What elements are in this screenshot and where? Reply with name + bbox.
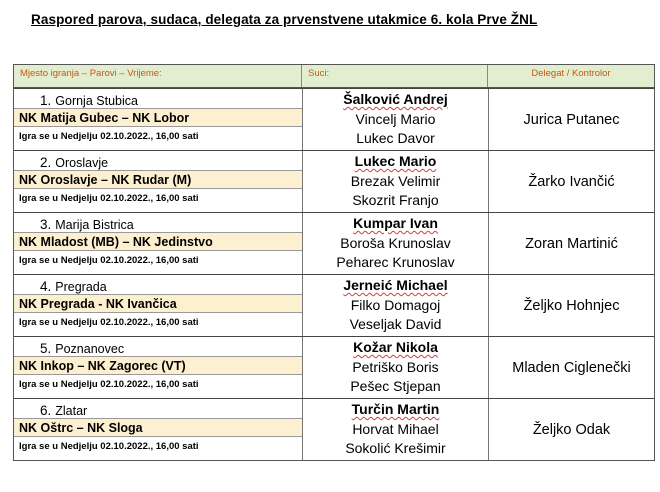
- delegate-cell: [489, 151, 654, 212]
- location-name: Pregrada: [55, 280, 107, 294]
- location-name: Gornja Stubica: [55, 94, 138, 108]
- match-pair: NK Inkop – NK Zagorec (VT): [14, 356, 302, 375]
- location: [14, 151, 302, 170]
- table-row: [14, 274, 654, 336]
- match-time: Igra se u Nedjelju 02.10.2022., 16,00 sati: [19, 255, 199, 266]
- schedule-table: [13, 64, 655, 461]
- venue-cell: [14, 151, 303, 212]
- venue-cell: [14, 213, 303, 274]
- match-time: Igra se u Nedjelju 02.10.2022., 16,00 sati: [19, 131, 199, 142]
- referee-assistant-1: Filko Domagoj: [350, 296, 441, 313]
- referee-main: Kumpar Ivan: [353, 215, 438, 231]
- referee-main: Lukec Mario: [354, 153, 437, 169]
- page-title: Raspored parova, sudaca, delegata za prvenstvene utakmice 6. kola Prve ŽNL: [31, 12, 538, 27]
- match-pair: NK Oštrc – NK Sloga: [14, 418, 302, 437]
- table-body: [14, 88, 654, 460]
- delegate-name: Željko Odak: [532, 421, 611, 438]
- referee-assistant-2: Sokolić Krešimir: [345, 440, 446, 456]
- referee-assistant-2: Peharec Krunoslav: [336, 254, 455, 270]
- table-row: [14, 212, 654, 274]
- delegate-cell: [489, 337, 654, 398]
- location-name: Zlatar: [55, 404, 88, 418]
- referee-assistant-1: Horvat Mihael: [352, 420, 439, 437]
- location-name: Marija Bistrica: [55, 218, 134, 232]
- referee-assistant-1: Brezak Velimir: [350, 172, 441, 189]
- referee-main: Kožar Nikola: [353, 339, 438, 355]
- venue-cell: [14, 275, 303, 336]
- match-number: 4.: [40, 279, 52, 294]
- delegate-name: Žarko Ivančić: [528, 173, 615, 190]
- referees-cell: [303, 275, 489, 336]
- location: [14, 275, 302, 294]
- referee-assistant-1: Vincelj Mario: [355, 110, 436, 127]
- delegate-cell: [489, 275, 654, 336]
- match-number: 3.: [40, 217, 52, 232]
- match-time: Igra se u Nedjelju 02.10.2022., 16,00 sati: [19, 317, 199, 328]
- delegate-cell: [489, 89, 654, 150]
- delegate-name: Zoran Martinić: [525, 235, 618, 252]
- table-header: [14, 65, 654, 88]
- referee-main: Šalković Andrej: [343, 91, 448, 107]
- referee-assistant-2: Pešec Stjepan: [350, 378, 441, 394]
- header-delegate: Delegat / Kontrolor: [531, 68, 611, 79]
- delegate-cell: [489, 399, 654, 460]
- match-pair: NK Mladost (MB) – NK Jedinstvo: [14, 232, 302, 251]
- table-row: [14, 398, 654, 460]
- referees-cell: [303, 399, 489, 460]
- match-number: 6.: [40, 403, 52, 418]
- delegate-name: Mladen Ciglenečki: [512, 359, 631, 376]
- location: [14, 337, 302, 356]
- header-venue: Mjesto igranja – Parovi – Vrijeme:: [14, 65, 302, 87]
- location: [14, 89, 302, 108]
- referee-assistant-2: Veseljak David: [349, 316, 442, 332]
- referees-cell: [303, 337, 489, 398]
- header-referees: Suci:: [302, 65, 488, 87]
- venue-cell: [14, 337, 303, 398]
- location: [14, 213, 302, 232]
- location: [14, 399, 302, 418]
- match-time: Igra se u Nedjelju 02.10.2022., 16,00 sati: [19, 441, 199, 452]
- match-time: Igra se u Nedjelju 02.10.2022., 16,00 sati: [19, 193, 199, 204]
- referees-cell: [303, 213, 489, 274]
- match-pair: NK Matija Gubec – NK Lobor: [14, 108, 302, 127]
- delegate-cell: [489, 213, 654, 274]
- referee-assistant-1: Boroša Krunoslav: [340, 234, 451, 251]
- referees-cell: [303, 89, 489, 150]
- location-name: Oroslavje: [55, 156, 109, 170]
- delegate-name: Željko Hohnjec: [523, 297, 620, 314]
- referee-assistant-1: Petriško Boris: [352, 358, 439, 375]
- delegate-name: Jurica Putanec: [523, 111, 620, 128]
- location-name: Poznanovec: [55, 342, 125, 356]
- table-row: [14, 336, 654, 398]
- venue-cell: [14, 399, 303, 460]
- match-number: 1.: [40, 93, 52, 108]
- match-pair: NK Pregrada - NK Ivančica: [14, 294, 302, 313]
- match-number: 5.: [40, 341, 52, 356]
- referee-main: Turčin Martin: [351, 401, 440, 417]
- referee-main: Jerneić Michael: [343, 277, 448, 293]
- referee-assistant-2: Lukec Davor: [356, 130, 435, 146]
- table-row: [14, 88, 654, 150]
- table-row: [14, 150, 654, 212]
- venue-cell: [14, 89, 303, 150]
- referee-assistant-2: Skozrit Franjo: [352, 192, 439, 208]
- referees-cell: [303, 151, 489, 212]
- match-pair: NK Oroslavje – NK Rudar (M): [14, 170, 302, 189]
- match-number: 2.: [40, 155, 52, 170]
- match-time: Igra se u Nedjelju 02.10.2022., 16,00 sati: [19, 379, 199, 390]
